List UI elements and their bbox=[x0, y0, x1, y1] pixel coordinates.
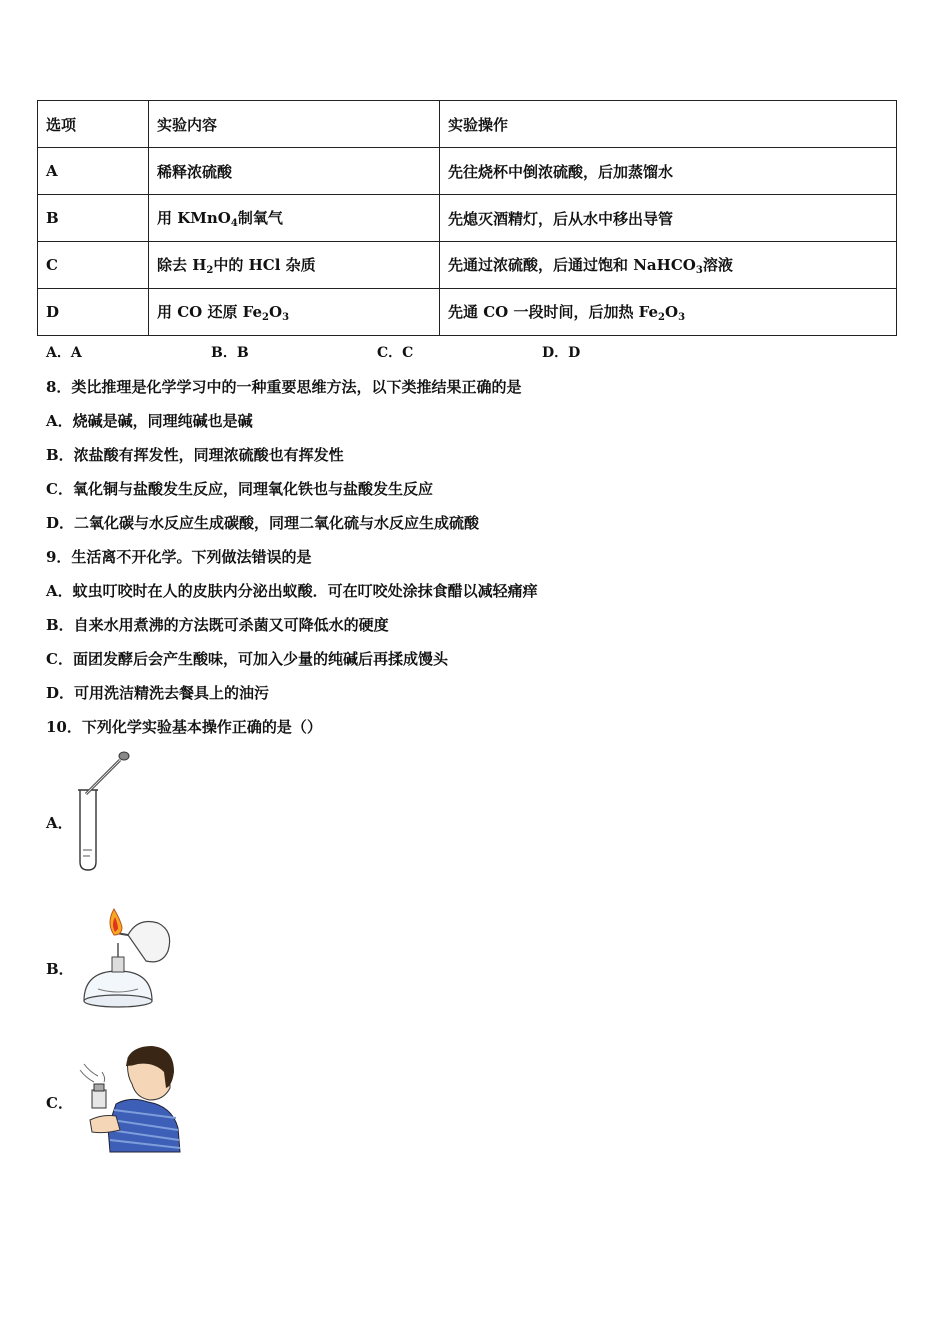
table-row bbox=[38, 195, 897, 242]
table-header-row bbox=[38, 101, 897, 148]
q8-option-c: C．氧化铜与盐酸发生反应，同理氧化铁也与盐酸发生反应 bbox=[46, 480, 433, 498]
row-operation: 先往烧杯中倒浓硫酸，后加蒸馏水 bbox=[440, 148, 897, 195]
waft-lines-icon bbox=[80, 1064, 105, 1082]
q7-options bbox=[46, 342, 746, 362]
flame-icon bbox=[110, 909, 122, 935]
experiment-table bbox=[37, 100, 897, 336]
row-operation: 先熄灭酒精灯，后从水中移出导管 bbox=[440, 195, 897, 242]
row-option: A bbox=[38, 148, 149, 195]
header-option: 选项 bbox=[38, 101, 149, 148]
q9-option-d: D．可用洗洁精洗去餐具上的油污 bbox=[46, 684, 270, 702]
q9-option-a: A．蚊虫叮咬时在人的皮肤内分泌出蚁酸．可在叮咬处涂抹食醋以减轻痛痒 bbox=[46, 582, 538, 600]
q8-stem: 8．类比推理是化学学习中的一种重要思维方法，以下类推结果正确的是 bbox=[46, 378, 522, 396]
q10-stem: 10．下列化学实验基本操作正确的是（） bbox=[46, 718, 322, 736]
table-row bbox=[38, 242, 897, 289]
q9-stem: 9．生活离不开化学。下列做法错误的是 bbox=[46, 548, 312, 566]
row-content: 用 CO 还原 $Fe_2O_3$ bbox=[149, 289, 440, 336]
second-lamp-icon bbox=[116, 922, 170, 962]
smelling-gas-figure bbox=[76, 1044, 182, 1154]
q7-option-b: B．B bbox=[211, 345, 249, 361]
q7-option-d: D．D bbox=[542, 345, 581, 361]
q8-option-b: B．浓盐酸有挥发性，同理浓硫酸也有挥发性 bbox=[46, 446, 344, 464]
q7-option-c: C．C bbox=[377, 345, 414, 361]
test-tube-icon bbox=[78, 790, 98, 870]
alcohol-lamp-figure bbox=[76, 905, 176, 1011]
q10-label-a: A． bbox=[46, 814, 73, 832]
q7-option-a: A．A bbox=[46, 345, 82, 361]
header-operation: 实验操作 bbox=[440, 101, 897, 148]
row-option: B bbox=[38, 195, 149, 242]
row-operation: 先通过浓硫酸，后通过饱和 NaHCO$_3$溶液 bbox=[440, 242, 897, 289]
row-option: D bbox=[38, 289, 149, 336]
q10-label-c: C． bbox=[46, 1094, 73, 1112]
q8-option-a: A．烧碱是碱，同理纯碱也是碱 bbox=[46, 412, 253, 430]
dropper-test-tube-figure bbox=[72, 750, 136, 874]
row-content: 用 KMnO$_4$制氧气 bbox=[149, 195, 440, 242]
gas-bottle-icon bbox=[92, 1084, 106, 1108]
q10-label-b: B． bbox=[46, 960, 74, 978]
table-row bbox=[38, 148, 897, 195]
q9-option-b: B．自来水用煮沸的方法既可杀菌又可降低水的硬度 bbox=[46, 616, 389, 634]
row-option: C bbox=[38, 242, 149, 289]
dropper-icon bbox=[86, 752, 129, 794]
q8-option-d: D．二氧化碳与水反应生成碳酸，同理二氧化硫与水反应生成硫酸 bbox=[46, 514, 480, 532]
table-row bbox=[38, 289, 897, 336]
q9-option-c: C．面团发酵后会产生酸味，可加入少量的纯碱后再揉成馒头 bbox=[46, 650, 448, 668]
row-content: 稀释浓硫酸 bbox=[149, 148, 440, 195]
row-content: 除去 $H_2$中的 HCl 杂质 bbox=[149, 242, 440, 289]
header-content: 实验内容 bbox=[149, 101, 440, 148]
row-operation: 先通 CO 一段时间，后加热 $Fe_2O_3$ bbox=[440, 289, 897, 336]
